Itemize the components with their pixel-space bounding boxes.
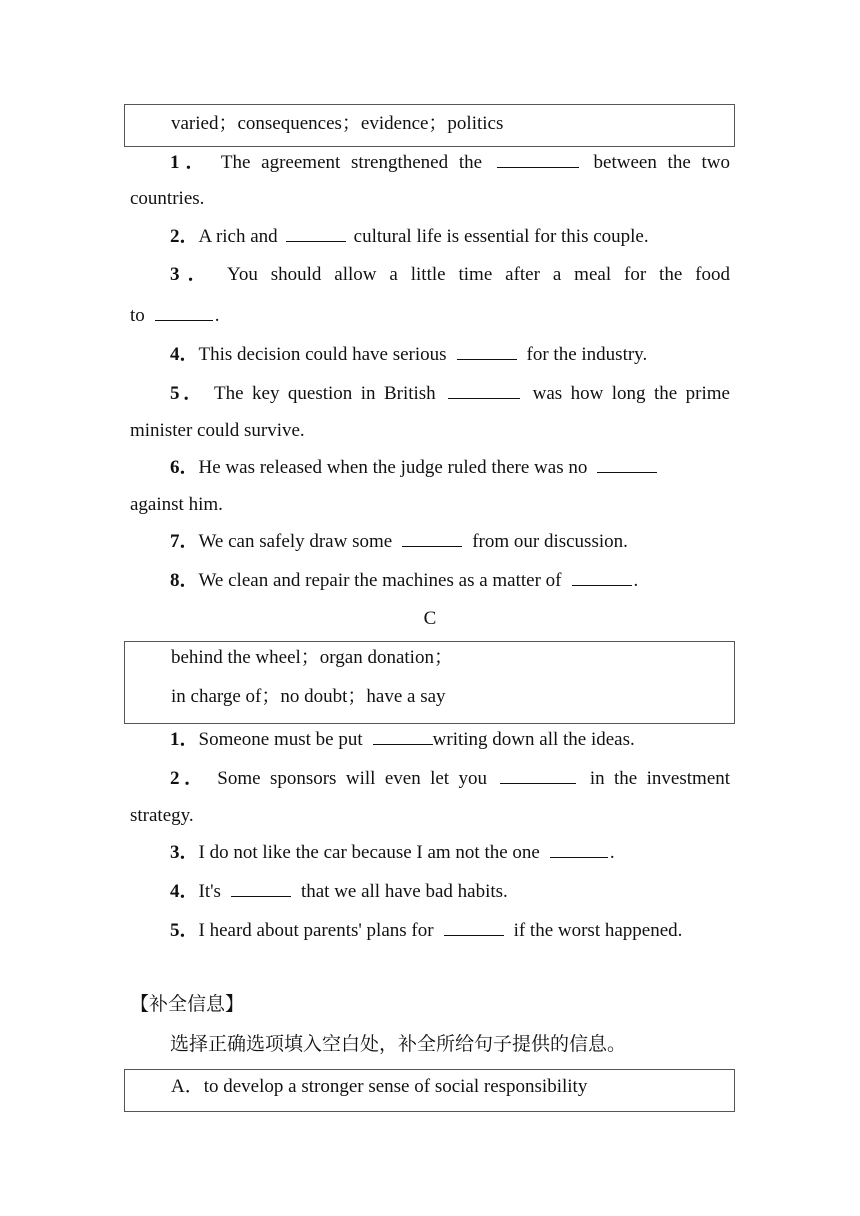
- item-text: I do not like the car because I am not the one: [198, 842, 540, 863]
- b-item-1: [170, 150, 730, 175]
- item-text: if the worst happened.: [513, 920, 683, 941]
- item-text: cultural life is essential for this couple.: [353, 226, 649, 247]
- item-text: in the investment: [589, 768, 731, 789]
- item-text: was how long the prime: [532, 383, 730, 404]
- item-text: for the industry.: [526, 344, 648, 365]
- item-text: .: [633, 570, 639, 591]
- info-section-heading: 【补全信息】: [130, 993, 245, 1015]
- item-text: We can safely draw some: [198, 531, 393, 552]
- c-item-1: [170, 727, 635, 752]
- b-item-2: [170, 224, 649, 249]
- item-number: 2．: [170, 226, 199, 247]
- item-text: I heard about parents' plans for: [198, 920, 434, 941]
- item-number: 3．: [170, 842, 199, 863]
- c-item-4: [170, 879, 508, 904]
- item-text: that we all have bad habits.: [300, 881, 508, 902]
- b-item-7: [170, 529, 628, 554]
- item-text: It's: [198, 881, 221, 902]
- item-number: 4．: [170, 344, 199, 365]
- b-item-5-cont: minister could survive.: [130, 420, 305, 441]
- b-item-3: [170, 263, 730, 287]
- option-box: [124, 1069, 735, 1112]
- item-text: .: [214, 305, 220, 326]
- answer-blank[interactable]: [572, 568, 632, 586]
- item-text: He was released when the judge ruled there was no: [198, 457, 588, 478]
- word-box-b-text: varied；consequences；evidence；politics: [171, 113, 504, 134]
- option-a: A．to develop a stronger sense of social responsibility: [171, 1076, 588, 1097]
- c-item-2: [170, 766, 730, 791]
- b-item-3-cont: [130, 303, 220, 328]
- item-number: 6．: [170, 457, 199, 478]
- answer-blank[interactable]: [448, 381, 520, 399]
- item-number: 5．: [170, 920, 199, 941]
- item-text: from our discussion.: [472, 531, 628, 552]
- item-number: 1．: [170, 152, 211, 173]
- c-item-5: [170, 918, 682, 943]
- item-number: 8．: [170, 570, 199, 591]
- section-c-heading: C: [423, 608, 437, 629]
- b-item-8: [170, 568, 638, 593]
- item-text: The key question in British: [214, 383, 436, 404]
- item-text: A rich and: [198, 226, 278, 247]
- word-box-c-line1: behind the wheel；organ donation；: [171, 647, 453, 668]
- b-item-1-cont: countries.: [130, 188, 205, 209]
- item-text: to: [130, 305, 145, 326]
- b-item-4: [170, 342, 647, 367]
- info-instruction: 选择正确选项填入空白处，补全所给句子提供的信息。: [170, 1033, 627, 1055]
- word-box-c-line2: in charge of；no doubt；have a say: [171, 686, 446, 707]
- item-text: Some sponsors will even let you: [217, 768, 487, 789]
- item-number: 3．: [170, 264, 215, 285]
- answer-blank[interactable]: [402, 529, 462, 547]
- answer-blank[interactable]: [497, 150, 579, 168]
- answer-blank[interactable]: [231, 879, 291, 897]
- item-text: The agreement strengthened the: [220, 152, 483, 173]
- item-text: This decision could have serious: [198, 344, 447, 365]
- b-item-5: [170, 381, 730, 406]
- answer-blank[interactable]: [444, 918, 504, 936]
- item-number: 5．: [170, 383, 206, 404]
- item-text: Someone must be put: [198, 729, 363, 750]
- word-box-c: [124, 641, 735, 724]
- item-text: between the two: [593, 152, 730, 173]
- item-text: .: [609, 842, 615, 863]
- item-number: 7．: [170, 531, 199, 552]
- answer-blank[interactable]: [457, 342, 517, 360]
- word-box-b: [124, 104, 735, 147]
- b-item-6: [170, 455, 661, 480]
- item-number: 2．: [170, 768, 208, 789]
- answer-blank[interactable]: [155, 303, 213, 321]
- answer-blank[interactable]: [597, 455, 657, 473]
- answer-blank[interactable]: [500, 766, 576, 784]
- item-number: 4．: [170, 881, 199, 902]
- answer-blank[interactable]: [373, 727, 433, 745]
- item-text: We clean and repair the machines as a matter of: [198, 570, 562, 591]
- c-item-2-cont: strategy.: [130, 805, 194, 826]
- item-text: writing down all the ideas.: [432, 729, 635, 750]
- answer-blank[interactable]: [286, 224, 346, 242]
- answer-blank[interactable]: [550, 840, 608, 858]
- item-number: 1．: [170, 729, 199, 750]
- c-item-3: [170, 840, 615, 865]
- b-item-6-cont: against him.: [130, 494, 223, 515]
- item-text: You should allow a little time after a meal for the food: [227, 264, 730, 285]
